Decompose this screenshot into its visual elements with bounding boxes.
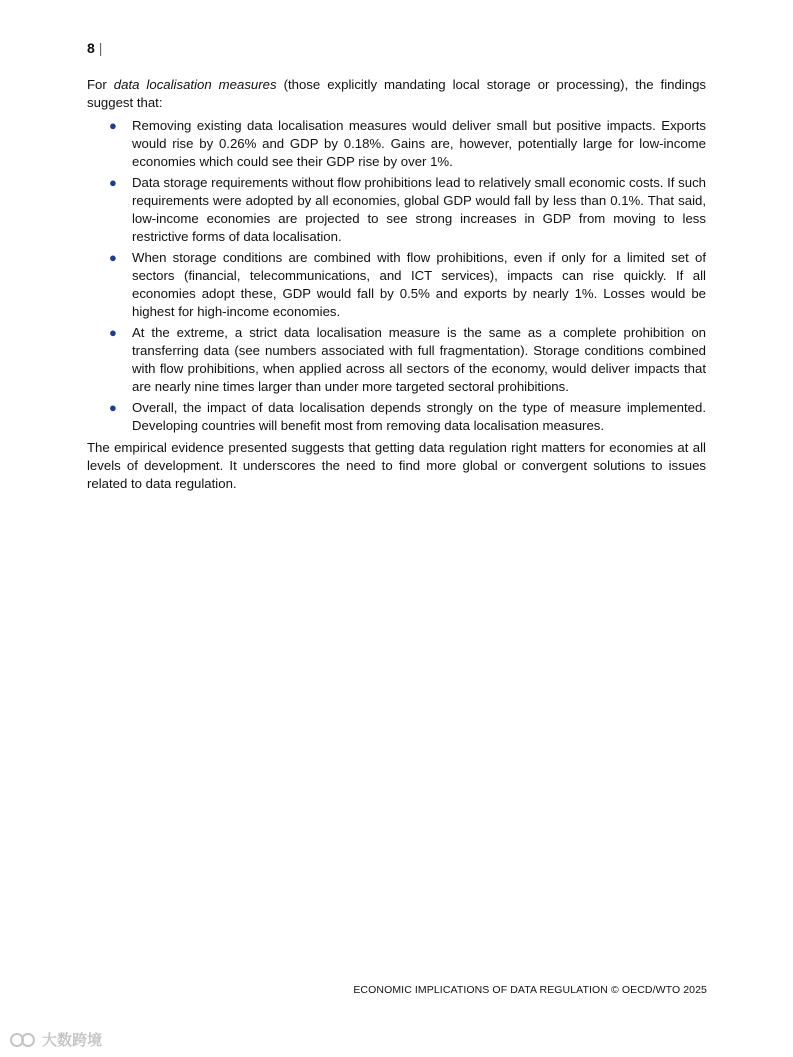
watermark-logo-icon xyxy=(8,1031,38,1049)
intro-lead: For xyxy=(87,77,114,92)
page-header xyxy=(87,39,102,57)
bullet-text: At the extreme, a strict data localisation measure is the same as a complete prohibition on transferring data (see numbers associated with full fragmentation). Storage conditions combined with flow prohibitions, when applied across all sectors of the economy, would deliver impacts that are nearly nine times larger than under more targeted sectoral prohibitions. xyxy=(132,325,706,394)
bullet-icon: ● xyxy=(109,250,117,265)
intro-emphasis: data localisation measures xyxy=(113,77,277,92)
page-footer: ECONOMIC IMPLICATIONS OF DATA REGULATION © OECD/WTO 2025 xyxy=(353,984,707,996)
header-separator: | xyxy=(98,40,103,56)
bullet-text: Data storage requirements without flow prohibitions lead to relatively small economic costs. If such requirements were adopted by all economies, global GDP would fall by less than 0.1%. That said, low-income economies are projected to see strong increases in GDP from moving to less restrictive forms of data localisation. xyxy=(132,175,706,244)
main-content xyxy=(87,76,706,493)
watermark-text: 大数跨境 xyxy=(42,1032,103,1049)
bullet-icon: ● xyxy=(109,325,117,340)
list-item xyxy=(87,249,706,321)
list-item xyxy=(87,174,706,246)
bullet-icon: ● xyxy=(109,400,117,415)
bullet-icon: ● xyxy=(109,118,117,133)
conclusion-paragraph: The empirical evidence presented suggests that getting data regulation right matters for economies at all levels of development. It underscores the need to find more global or convergent solutions to issues related to data regulation. xyxy=(87,440,706,491)
page-number: 8 xyxy=(87,40,95,56)
list-item xyxy=(87,399,706,435)
intro-paragraph xyxy=(87,76,706,112)
intro-rest: (those explicitly mandating local storage or processing), the findings suggest that: xyxy=(87,77,707,110)
list-item xyxy=(87,117,706,171)
list-item xyxy=(87,324,706,396)
watermark xyxy=(8,1029,102,1050)
bullet-text: When storage conditions are combined with flow prohibitions, even if only for a limited set of sectors (financial, telecommunications, and ICT services), impacts can rise quickly. If all economies adopt these, GDP would fall by 0.5% and exports by nearly 1%. Losses would be highest for high-income economies. xyxy=(132,250,706,319)
bullet-text: Removing existing data localisation measures would deliver small but positive impacts. Exports would rise by 0.26% and GDP by 0.18%. Gains are, however, potentially large for low-income economies which could see their GDP rise by over 1%. xyxy=(132,118,706,169)
bullet-text: Overall, the impact of data localisation depends strongly on the type of measure implemented. Developing countries will benefit most from removing data localisation measures. xyxy=(132,400,706,433)
bullet-icon: ● xyxy=(109,175,117,190)
findings-list xyxy=(87,117,706,435)
